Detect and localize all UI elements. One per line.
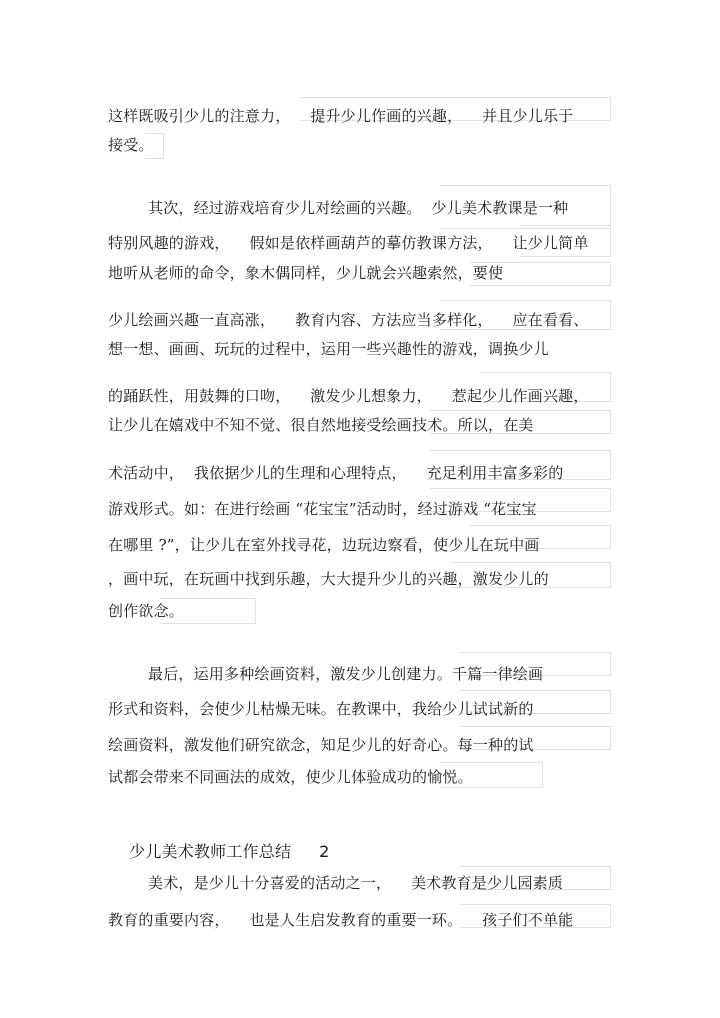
text-line: 游戏形式。如：在进行绘画 “花宝宝”活动时，经过游戏 “花宝宝	[108, 500, 537, 518]
text-line: 少儿绘画兴趣一直高涨， 教育内容、方法应当多样化， 应在看看、	[108, 311, 589, 329]
text-line: 的踊跃性，用鼓舞的口吻， 激发少儿想象力， 惹起少儿作画兴趣，	[108, 387, 589, 405]
text-line: 这样既吸引少儿的注意力， 提升少儿作画的兴趣， 并且少儿乐于	[108, 107, 574, 125]
text-line: 形式和资料，会使少儿枯燥无味。在教课中，我给少儿试试新的	[108, 700, 534, 718]
text-line: 在哪里 ?”，让少儿在室外找寻花，边玩边察看，使少儿在玩中画	[108, 536, 540, 554]
text-line: 想一想、画画、玩玩的过程中，运用一些兴趣性的游戏，调换少儿	[108, 340, 549, 358]
text-line: 美术，是少儿十分喜爱的活动之一， 美术教育是少儿园素质	[148, 874, 564, 892]
text-line: 其次，经过游戏培育少儿对绘画的兴趣。 少儿美术教课是一种	[148, 199, 569, 217]
section-heading	[108, 816, 330, 861]
section-heading-number: 2	[319, 842, 330, 861]
text-line: 教育的重要内容， 也是人生启发教育的重要一环。 孩子们不单能	[108, 911, 574, 929]
text-line: 最后，运用多种绘画资料，激发少儿创建力。千篇一律绘画	[148, 665, 544, 683]
text-line: 地听从老师的命令，象木偶同样，少儿就会兴趣索然，要使	[108, 264, 504, 282]
text-line: 绘画资料，激发他们研究欲念，知足少儿的好奇心。每一种的试	[108, 736, 534, 754]
text-line: 特别风趣的游戏， 假如是依样画葫芦的摹仿教课方法， 让少儿简单	[108, 234, 589, 252]
text-line: 接受。	[108, 136, 154, 154]
text-line: 术活动中， 我依据少儿的生理和心理特点， 充足利用丰富多彩的	[108, 464, 564, 482]
text-line: 试都会带来不同画法的成效，使少儿体验成功的愉悦。	[108, 768, 473, 786]
text-line: 创作欲念。	[108, 602, 185, 620]
section-heading-title: 少儿美术教师工作总结	[129, 842, 292, 861]
text-line: ，画中玩，在玩画中找到乐趣，大大提升少儿的兴趣，激发少儿的	[108, 570, 549, 588]
text-line: 让少儿在嬉戏中不知不觉、很自然地接受绘画技术。所以，在美	[108, 416, 534, 434]
